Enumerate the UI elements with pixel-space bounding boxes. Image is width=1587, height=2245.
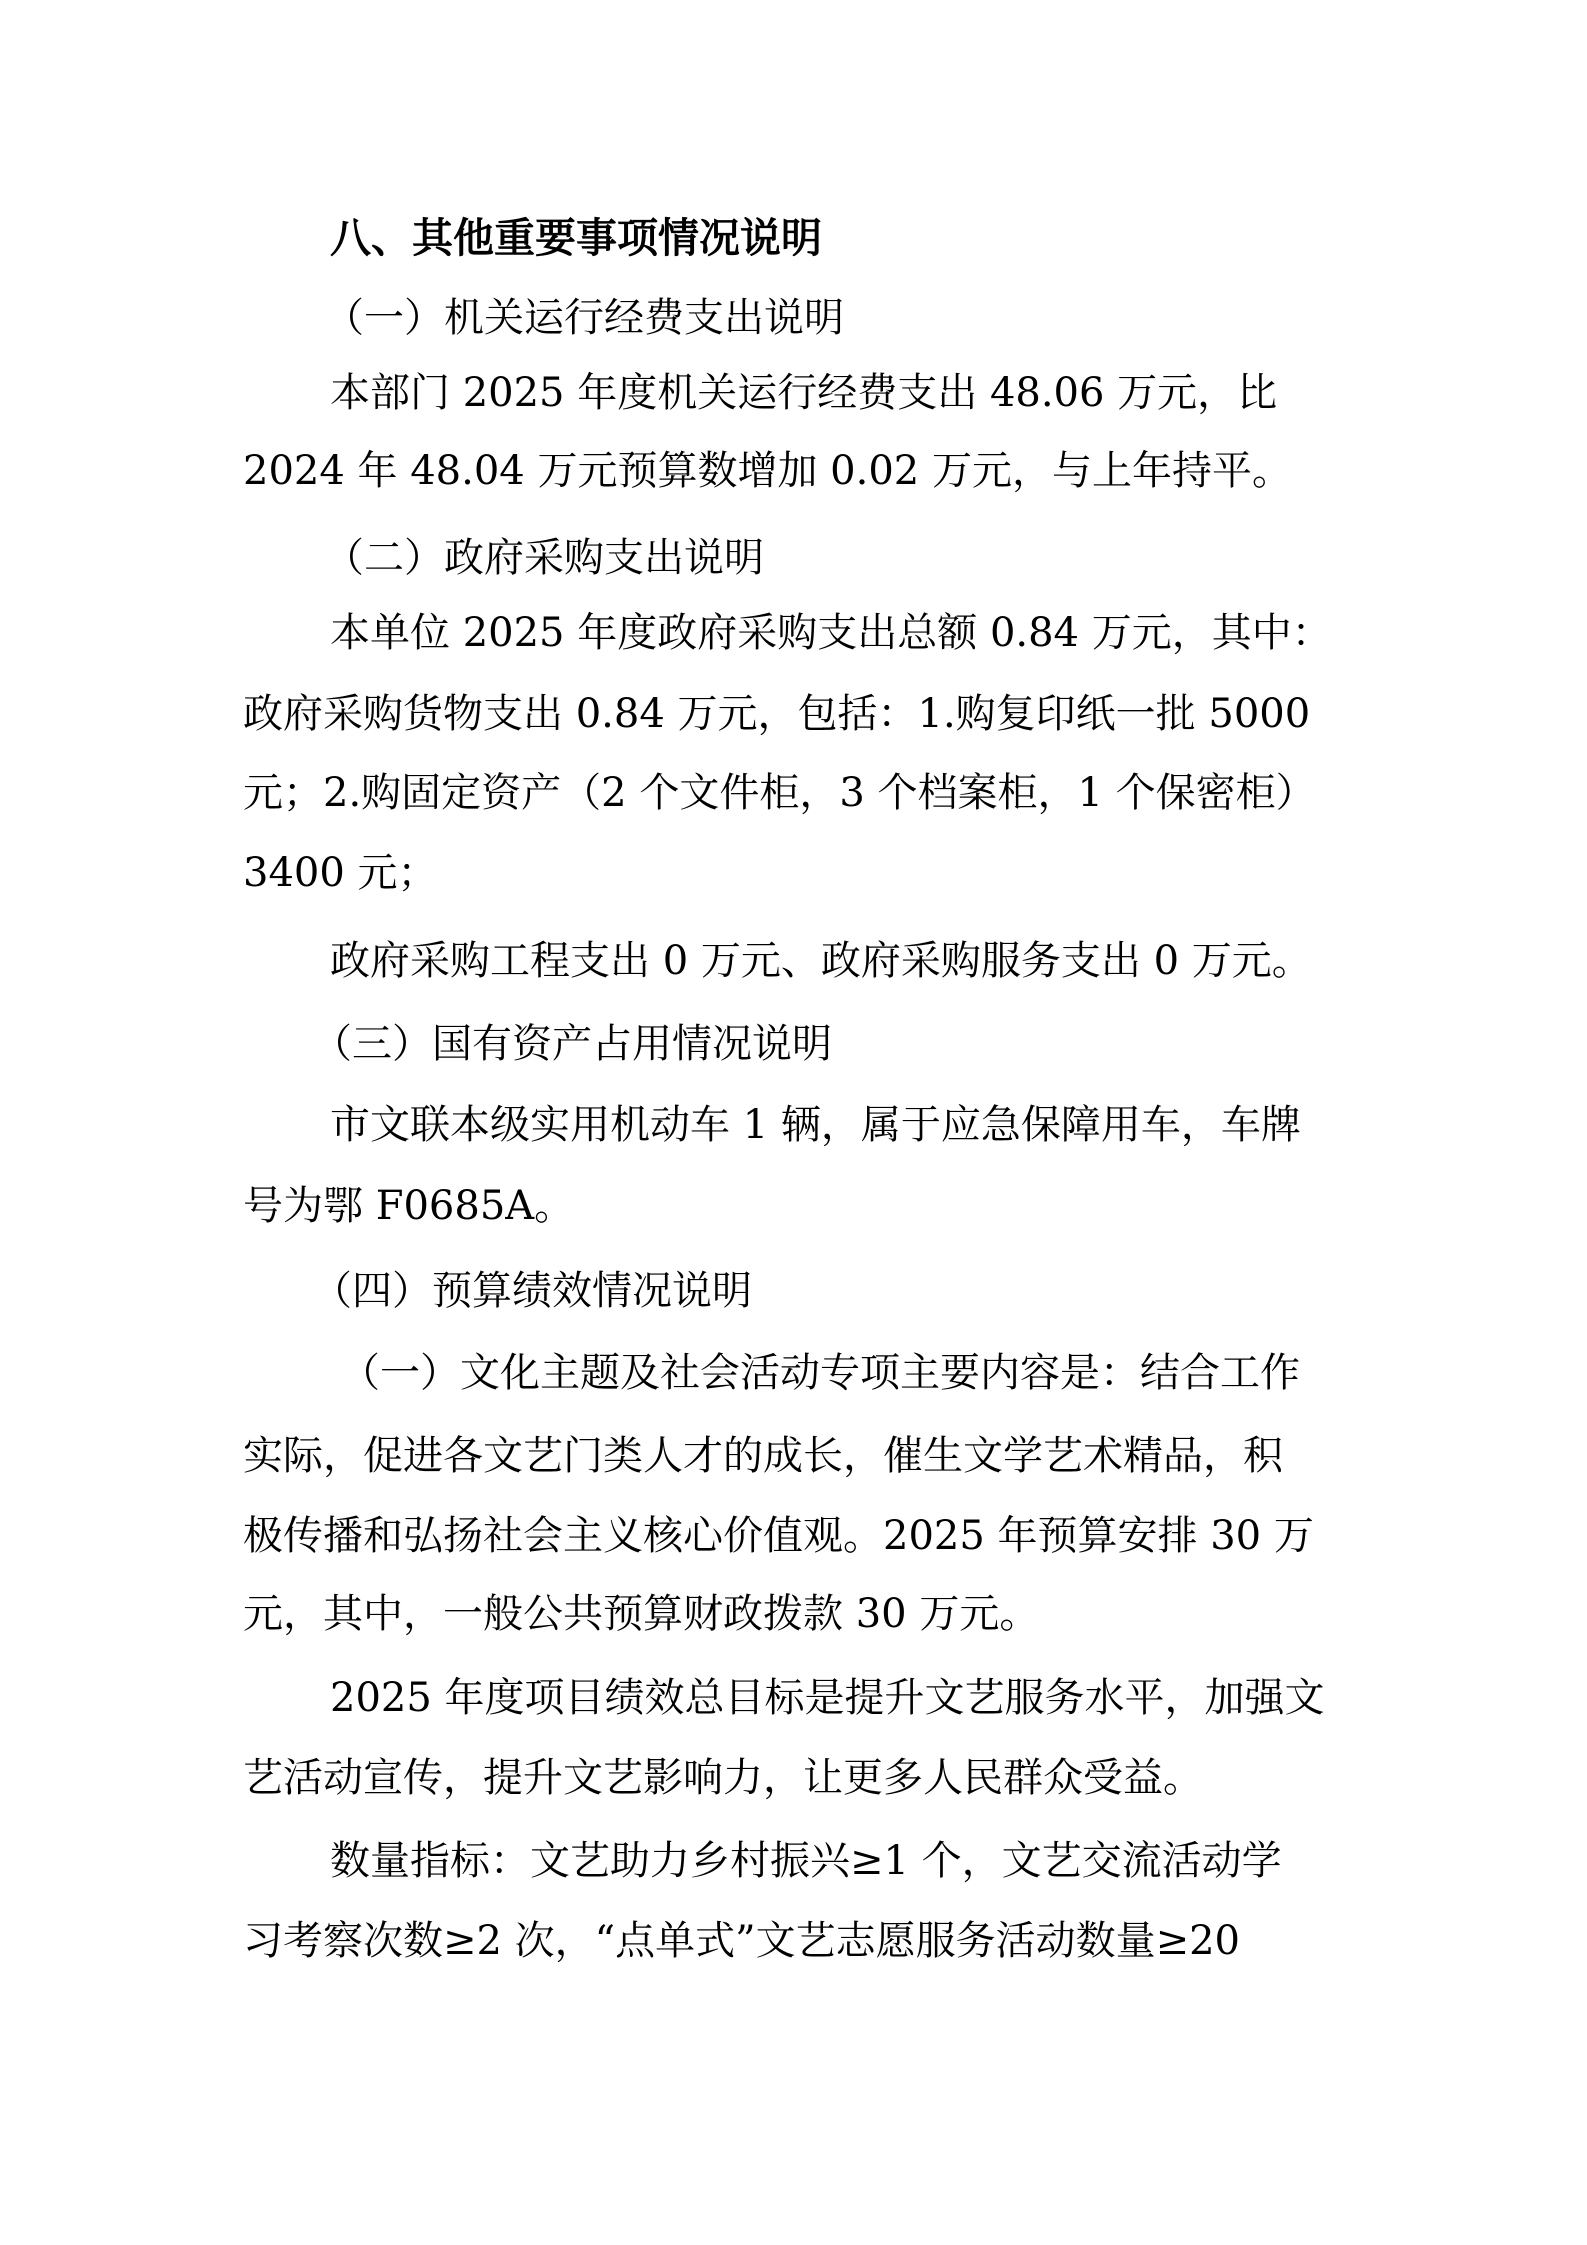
section-heading: 八、其他重要事项情况说明 (330, 214, 822, 262)
paragraph-line: 市文联本级实用机动车 1 辆，属于应急保障用车，车牌 (330, 1102, 1301, 1148)
paragraph-line: 元，其中，一般公共预算财政拨款 30 万元。 (243, 1591, 1040, 1637)
paragraph-line: 实际，促进各文艺门类人才的成长，催生文学艺术精品，积 (243, 1433, 1283, 1479)
paragraph-line: 2025 年度项目绩效总目标是提升文艺服务水平，加强文 (330, 1675, 1325, 1721)
subsection-title-2: （二）政府采购支出说明 (324, 535, 764, 581)
paragraph-line: 元；2.购固定资产（2 个文件柜，3 个档案柜，1 个保密柜） (243, 770, 1316, 816)
subsection-title-3: （三）国有资产占用情况说明 (312, 1021, 832, 1067)
paragraph-line: 2024 年 48.04 万元预算数增加 0.02 万元，与上年持平。 (243, 448, 1292, 494)
paragraph-line: 习考察次数≥2 次，“点单式”文艺志愿服务活动数量≥20 (243, 1918, 1240, 1964)
paragraph-line: 本单位 2025 年度政府采购支出总额 0.84 万元，其中： (330, 610, 1332, 656)
paragraph-line: 政府采购货物支出 0.84 万元，包括：1.购复印纸一批 5000 (243, 691, 1311, 737)
paragraph-line: 号为鄂 F0685A。 (243, 1183, 575, 1229)
paragraph-line: 政府采购工程支出 0 万元、政府采购服务支出 0 万元。 (330, 938, 1312, 984)
paragraph-line: 艺活动宣传，提升文艺影响力，让更多人民群众受益。 (243, 1755, 1203, 1801)
paragraph-line: 本部门 2025 年度机关运行经费支出 48.06 万元，比 (330, 370, 1278, 416)
subsection-title-4: （四）预算绩效情况说明 (312, 1268, 752, 1314)
paragraph-line: 3400 元； (243, 850, 438, 896)
paragraph-line: 数量指标：文艺助力乡村振兴≥1 个，文艺交流活动学 (330, 1838, 1282, 1884)
subsection-title-1: （一）机关运行经费支出说明 (324, 295, 844, 341)
paragraph-line: 极传播和弘扬社会主义核心价值观。2025 年预算安排 30 万 (243, 1513, 1314, 1559)
paragraph-line: （一）文化主题及社会活动专项主要内容是：结合工作 (340, 1350, 1300, 1396)
